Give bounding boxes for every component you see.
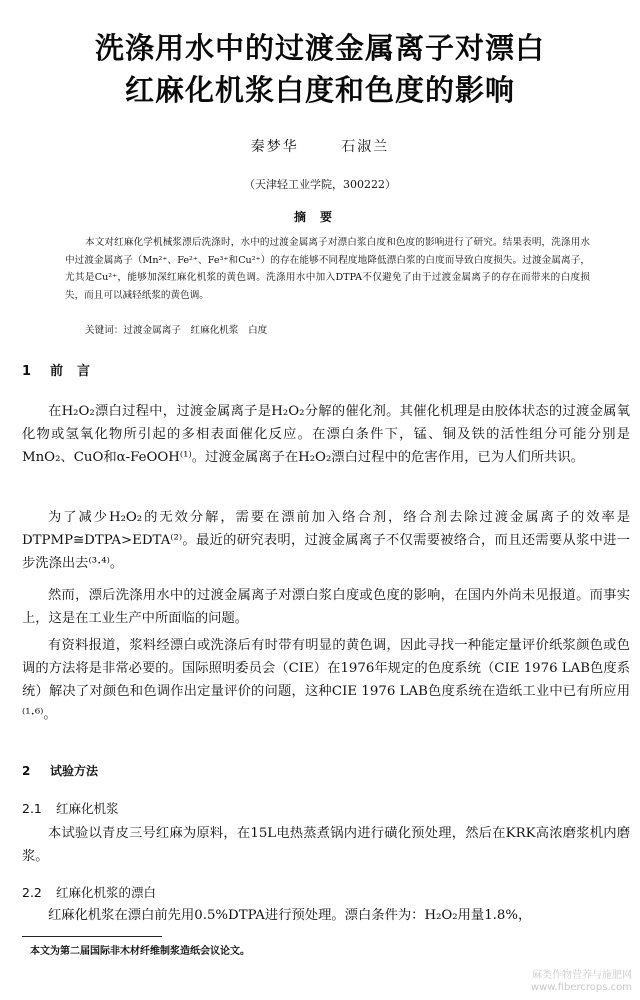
author-name: 石淑兰 (341, 139, 390, 155)
section-number: 2 (22, 764, 31, 778)
body-paragraph: 为了减少H₂O₂的无效分解，需要在漂前加入络合剂，络合剂去除过渡金属离子的效率是DTPMP≅DTPA>EDTA⁽²⁾。最近的研究表明，过渡金属离子不仅需要被络合，而且还需要从浆中进一步洗涤出去⁽³·⁴⁾。 (22, 510, 630, 571)
keywords: 关键词：过渡金属离子 红麻化机浆 白度 (85, 325, 268, 336)
paper-title-line-1: 洗涤用水中的过渡金属离子对漂白 (94, 31, 545, 65)
subsection-heading (22, 799, 119, 817)
watermark (531, 970, 632, 994)
abstract-text: 本文对红麻化学机械浆漂后洗涤时，水中的过渡金属离子对漂白浆白度和色度的影响进行了研究。结果表明，洗涤用水中过渡金属离子（Mn²⁺、Fe²⁺、Fe³⁺和Cu²⁺）的存在能够不同程度地降低漂白浆的白度而导致白度损失。过渡金属离子，尤其是Cu²⁺，能够加深红麻化机浆的黄色调。洗涤用水中加入DTPA不仅避免了由于过渡金属离子的存在而带来的白度损失，而且可以减轻纸浆的黄色调。 (65, 237, 590, 301)
subsection-number: 2.2 (22, 885, 42, 900)
paper-title-line-2: 红麻化机浆白度和色度的影响 (124, 73, 515, 107)
section-heading-introduction (22, 360, 104, 379)
body-paragraph: 红麻化机浆在漂白前先用0.5%DTPA进行预处理。漂白条件为：H₂O₂用量1.8%， (48, 908, 532, 923)
abstract-heading: 摘要 (293, 210, 346, 224)
affiliation: （天津轻工业学院，300222） (244, 178, 396, 191)
footnote-divider (22, 936, 162, 937)
watermark-line: 麻类作物营养与施肥网 (532, 970, 632, 981)
body-paragraph: 然而，漂后洗涤用水中的过渡金属离子对漂白浆白度或色度的影响，在国内外尚未见报道。而事实上，这是在工业生产中所面临的问题。 (22, 588, 630, 626)
subsection-title: 红麻化机浆的漂白 (56, 885, 157, 900)
subsection-number: 2.1 (22, 801, 42, 816)
body-paragraph: 在H₂O₂漂白过程中，过渡金属离子是H₂O₂分解的催化剂。其催化机理是由胶体状态的过渡金属氧化物或氢氧化物所引起的多相表面催化反应。在漂白条件下，锰、铜及铁的活性组分可能分别是MnO₂、CuO和α-FeOOH⁽¹⁾。过渡金属离子在H₂O₂漂白过程中的危害作用，已为人们所共识。 (22, 404, 630, 465)
author-list (0, 136, 640, 156)
section-title: 试验方法 (50, 764, 99, 778)
subsection-title: 红麻化机浆 (56, 801, 119, 816)
body-paragraph: 本试验以青皮三号红麻为原料，在15L电热蒸煮锅内进行磺化预处理，然后在KRK高浓磨浆机内磨浆。 (22, 826, 630, 864)
watermark-line: www.fibercrops.com (530, 982, 632, 993)
subsection-heading (22, 883, 156, 901)
footnote: 本文为第二届国际非木材纤维制浆造纸会议论文。 (30, 946, 250, 957)
section-heading-methods (22, 762, 98, 779)
section-number: 1 (22, 364, 32, 379)
body-paragraph: 有资料报道，浆料经漂白或洗涤后有时带有明显的黄色调，因此寻找一种能定量评价纸浆颜色或色调的方法将是非常必要的。国际照明委员会（CIE）在1976年规定的色度系统（CIE 1976 LAB色度系统）解决了对颜色和色调作出定量评价的问题，这种CIE 1976 LAB色度系统在造纸工业中已有所应用⁽¹·⁶⁾。 (22, 638, 630, 722)
section-title: 前言 (50, 364, 105, 379)
author-name: 秦梦华 (250, 139, 299, 155)
